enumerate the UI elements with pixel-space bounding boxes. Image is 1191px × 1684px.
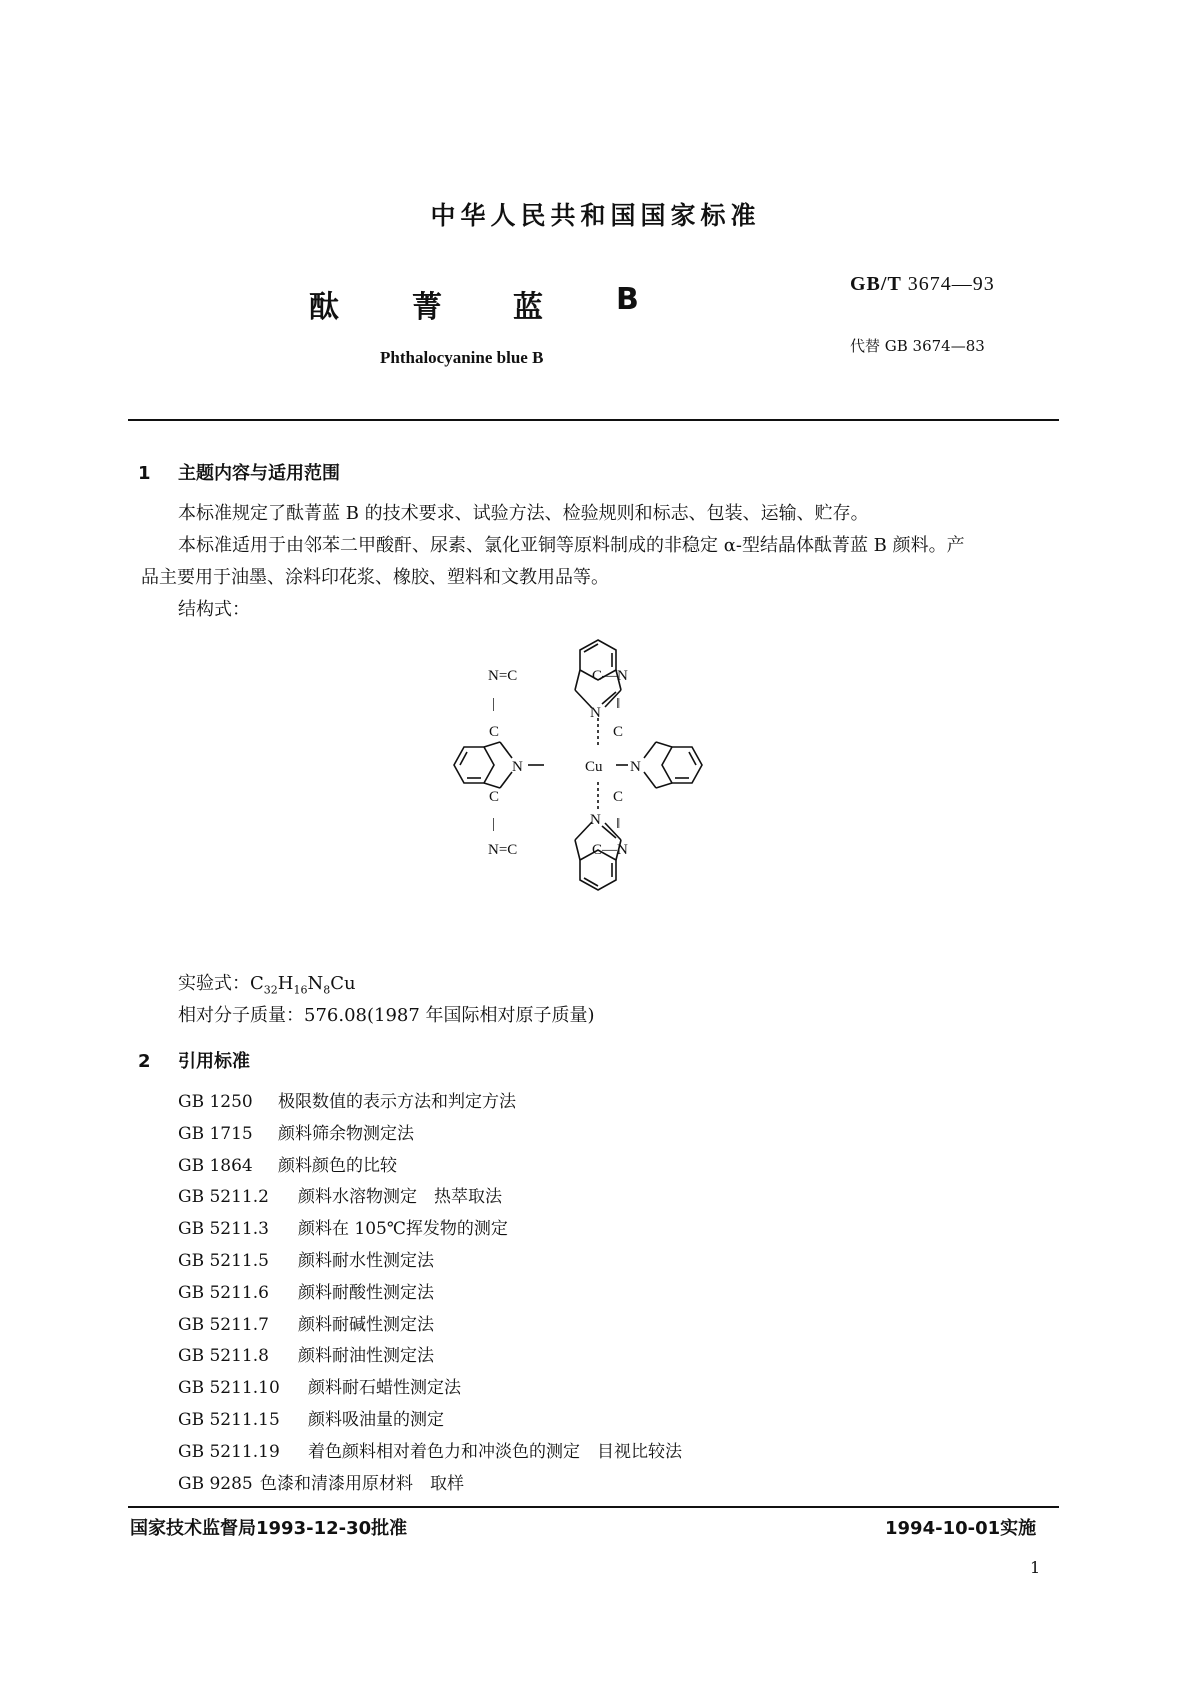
formula-c: C: [250, 973, 264, 994]
header-rule: [128, 419, 1059, 421]
reference-item: [178, 1151, 397, 1181]
reference-item: [178, 1341, 434, 1371]
section-1-number: 1: [138, 463, 151, 484]
empirical-label: 实验式：: [178, 973, 250, 994]
atom-cu: Cu: [585, 759, 603, 775]
atom-n-top: N: [590, 705, 601, 721]
reference-item: [178, 1373, 461, 1403]
standard-number: [850, 273, 995, 296]
reference-item: [178, 1278, 434, 1308]
section-1-para-2-line-1: 本标准适用于由邻苯二甲酸酐、尿素、氯化亚铜等原料制成的非稳定 α-型结晶体酞菁蓝 B 颜料。产: [178, 535, 965, 556]
title-char-2: 菁: [412, 290, 442, 325]
formula-c-subscript: 32: [263, 983, 278, 997]
group-cn-bottom: C—N: [592, 842, 628, 858]
reference-title: 颜料在 105℃挥发物的测定: [298, 1219, 508, 1240]
implementation-note: 1994-10-01实施: [885, 1518, 1037, 1539]
page-number: 1: [1030, 1558, 1041, 1577]
reference-code: GB 5211.2: [178, 1187, 269, 1208]
atom-n-left: N: [512, 759, 523, 775]
reference-item: [178, 1214, 508, 1244]
reference-title: 颜料水溶物测定 热萃取法: [298, 1187, 502, 1208]
mass-note: (1987 年国际相对原子质量): [366, 1005, 595, 1026]
reference-code: GB 9285: [178, 1473, 253, 1494]
approval-note: 国家技术监督局1993-12-30批准: [130, 1518, 408, 1539]
formula-h-subscript: 16: [293, 983, 308, 997]
section-2-number: 2: [138, 1051, 151, 1072]
mass-label: 相对分子质量：: [178, 1005, 304, 1026]
reference-code: GB 1715: [178, 1123, 253, 1144]
bond-double-top-right: ‖: [616, 696, 621, 712]
atom-n-bottom: N: [590, 812, 601, 828]
atom-c-bottom-right: C: [613, 789, 624, 805]
group-cn-top: C—N: [592, 668, 628, 684]
reference-code: GB 5211.19: [178, 1441, 280, 1462]
reference-code: GB 5211.3: [178, 1219, 269, 1240]
mass-value: 576.08: [304, 1005, 367, 1026]
section-1-heading: [138, 459, 340, 485]
reference-item: [178, 1310, 434, 1340]
reference-code: GB 5211.15: [178, 1410, 280, 1430]
atom-c-top-left: C: [489, 724, 500, 740]
reference-item: [178, 1405, 444, 1435]
reference-title: 颜料耐水性测定法: [298, 1251, 434, 1271]
reference-item: [178, 1087, 516, 1117]
footer-rule: [128, 1506, 1059, 1508]
reference-title: 着色颜料相对着色力和冲淡色的测定 目视比较法: [308, 1441, 682, 1462]
reference-code: GB 5211.8: [178, 1346, 269, 1367]
replaces-note: 代替 GB 3674—83: [850, 337, 985, 355]
reference-code: GB 1864: [178, 1155, 253, 1176]
reference-title: 颜料筛余物测定法: [278, 1123, 414, 1144]
atom-n-right: N: [630, 759, 641, 775]
reference-title: 颜料耐油性测定法: [298, 1346, 434, 1367]
reference-item: [178, 1119, 414, 1149]
standard-code: 3674—93: [907, 273, 995, 295]
title-char-4: B: [616, 282, 639, 317]
section-1-title: 主题内容与适用范围: [178, 463, 340, 484]
bond-double-bottom-right: ‖: [616, 816, 621, 832]
reference-title: 极限数值的表示方法和判定方法: [278, 1092, 516, 1112]
atom-c-bottom-left: C: [489, 789, 500, 805]
reference-item: [178, 1469, 464, 1499]
standard-prefix: GB/T: [850, 273, 902, 295]
reference-item: [178, 1182, 502, 1212]
section-2-heading: [138, 1047, 250, 1073]
reference-title: 颜料吸油量的测定: [308, 1410, 444, 1430]
reference-title: 颜料耐石蜡性测定法: [308, 1378, 461, 1399]
bond-single-bottom-left: |: [492, 816, 496, 832]
reference-title: 颜料耐酸性测定法: [298, 1282, 434, 1303]
formula-cu: Cu: [330, 973, 356, 994]
section-2-title: 引用标准: [178, 1051, 250, 1072]
structural-formula: [450, 630, 750, 930]
national-standard-heading: 中华人民共和国国家标准: [430, 201, 761, 230]
reference-title: 颜料颜色的比较: [278, 1155, 397, 1176]
reference-title: 颜料耐碱性测定法: [298, 1314, 434, 1335]
section-1-para-2-line-2: 品主要用于油墨、涂料印花浆、橡胶、塑料和文教用品等。: [141, 567, 609, 588]
reference-code: GB 5211.6: [178, 1282, 269, 1303]
title-char-1: 酞: [309, 290, 339, 325]
title-char-3: 蓝: [513, 290, 543, 325]
section-1-para-1: 本标准规定了酞菁蓝 B 的技术要求、试验方法、检验规则和标志、包装、运输、贮存。: [178, 503, 869, 524]
atom-c-top-right: C: [613, 724, 624, 740]
bond-single-top-left: |: [492, 696, 496, 712]
group-ncequal-top: N=C: [488, 668, 518, 684]
molecular-mass: [178, 1001, 595, 1031]
reference-code: GB 1250: [178, 1092, 253, 1112]
structure-label: 结构式：: [178, 599, 250, 620]
formula-h: H: [277, 973, 294, 994]
reference-item: [178, 1246, 434, 1276]
reference-code: GB 5211.10: [178, 1378, 280, 1399]
english-title: Phthalocyanine blue B: [380, 348, 544, 367]
reference-code: GB 5211.5: [178, 1251, 269, 1271]
group-ncequal-bottom: N=C: [488, 842, 518, 858]
formula-n-subscript: 8: [323, 983, 331, 997]
formula-n: N: [307, 973, 324, 994]
reference-title: 色漆和清漆用原材料 取样: [260, 1473, 464, 1494]
reference-code: GB 5211.7: [178, 1314, 269, 1335]
reference-item: [178, 1437, 682, 1467]
